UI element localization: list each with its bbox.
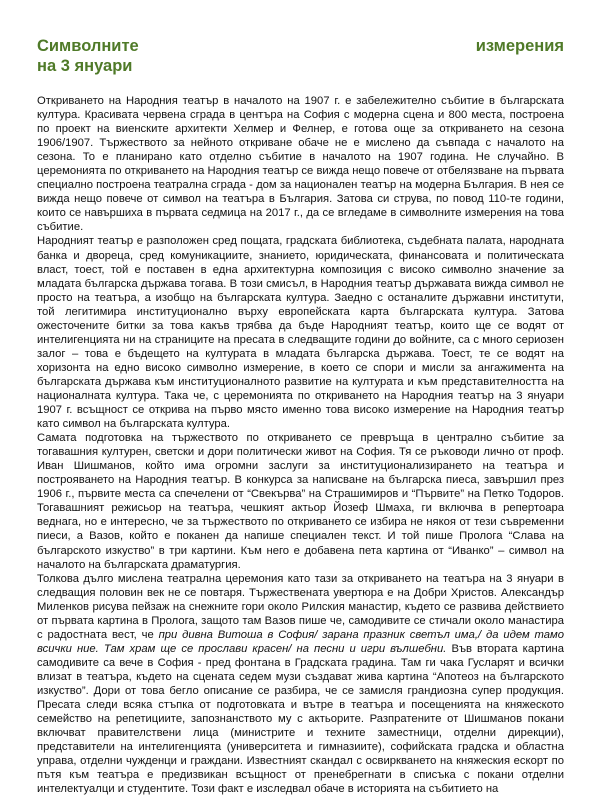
title-line-2: на 3 януари (37, 57, 133, 75)
paragraph-4 (37, 572, 564, 797)
vazov-quote: при дивна Витоша в София/ зарана празник светъл има,/ да идем тамо всички ние. Там храм ще се прослави красен/ на песни и игри вълшебни. (37, 628, 564, 655)
paragraph-3: Самата подготовка на тържеството по откриването се превръща в централно събитие за тогавашния културен, светски и дори политически живот на София. Тя се ръководи лично от проф. Иван Шишманов, който има огромни заслуги за институционализирането на театъра и построяването на Народния театър. В конкурса за написване на българска пиеса, завършил през 1906 г., първите места са спечелени от “Свекърва” на Страшимиров и “Първите” на Петко Тодоров. Тогавашният режисьор на театъра, чешкият актьор Йозеф Шмаха, ги включва в репертоара веднага, но е интересно, че за тържеството по откриването се избира не някоя от тези съвременни пиеси, а Вазов, който е поканен да напише специален текст. И той пише Пролога “Слава на българското изкуство” в три картини. Към него е добавена пета картина от “Иванко” – символ на началото на българската драматургия. (37, 432, 564, 571)
paragraph-1: Откриването на Народния театър в началото на 1907 г. е забележително събитие в българската култура. Красивата червена сграда в центъра на София с модерна сцена и 800 места, построена по проект на виенските архитекти Хелмер и Фелнер, е готова още за откриването на сезона 1906/1907. Тържеството за нейното откриване обаче не е мислено да съвпада с началото на сезона. То е планирано като отделно събитие в началото на 1907 година. Не случайно. В церемонията по откриването на Народния театър се вижда нещо повече от отбелязване на първата специално построена театрална сграда - дом за национален театър на модерна България. В нея се вижда нещо повече от символ на театъра в България. Затова си струва, по повод 110-те години, които се навършиха в първата седмица на 2017 г., да се вгледаме в символните измерения на това събитие. (37, 95, 564, 234)
title-line-1: Символните (37, 37, 139, 55)
paragraph-4-end: Във втората картина самодивите са вече в София - пред фонтана в Градската градина. Там ги чака Гусларят и всички влизат в театъра, където на сцената седем музи създават жива картина “Апотеоз на българското изкуство”. Дори от това бегло описание се разбира, че се замисля грандиозна супер продукция. Пресата следи всяка стъпка от подготовката и вътре в театъра и посещенията на княжеското семейство на репетициите, запознанството му с актьорите. Разпратените от Шишманов покани включват правителствени лица (министрите и техните заместници, отделни дирекции), представители на интелигенцията (университета и гимназиите), софийската градска и областна управа, отделни чужденци и граждани. Известният скандал с освиркването на княжеския ескорт по пътя към театъра е предизвикан всъщност от пренебрегнати в списъка с покани отделни интелектуалци и студентите. Този факт е изследвал обаче в историята на събитието на (37, 642, 564, 796)
paragraph-2: Народният театър е разположен сред пощата, градската библиотека, съдебната палата, народната банка и двореца, сред комуникациите, знанието, юридическата, финансовата и политическата власт, тоест, той е поставен в една архитектурна композиция с високо символно значение за младата българска държава тогава. В този смисъл, в Народния театър държавата вижда символ не просто на театъра, а изобщо на българската култура. Заедно с останалите държавни институти, той легитимира институционално върху европейската карта българската култура. Затова ожесточените битки за това какъв трябва да бъде Народният театър, които ще се водят от интелигенцията ни на страниците на пресата в следващите години до войните, са с много сериозен залог – това е бъдещето на културата в младата българска държава. Тоест, те се водят на хоризонта на едно високо символно измерение, в което се спори и мисли за ангажимента на българската държава към институционалното развитие на културата и към представителността на националната култура. Така че, с церемонията по откриването на Народния театър на 3 януари 1907 г. всъщност се открива на първо място именно това високо измерение на Народния театър като символ на българската култура. (37, 235, 564, 431)
title-left (37, 36, 139, 76)
article-title (37, 36, 564, 78)
paragraph-4-start: Толкова дълго мислена театрална церемония като тази за откриването на театъра на 3 януари в следващия половин век не се повтаря. Тържествената увертюра е на Добри Христов. Александър Миленков рисува пейзаж на снежните гори около Рилския манастир, където се развива действието от първата картина в Пролога, защото там Вазов пише че, самодивите се стичали около манастира с радостната вест, че (37, 572, 564, 641)
title-right: измерения (475, 37, 564, 55)
article-body (37, 94, 564, 796)
